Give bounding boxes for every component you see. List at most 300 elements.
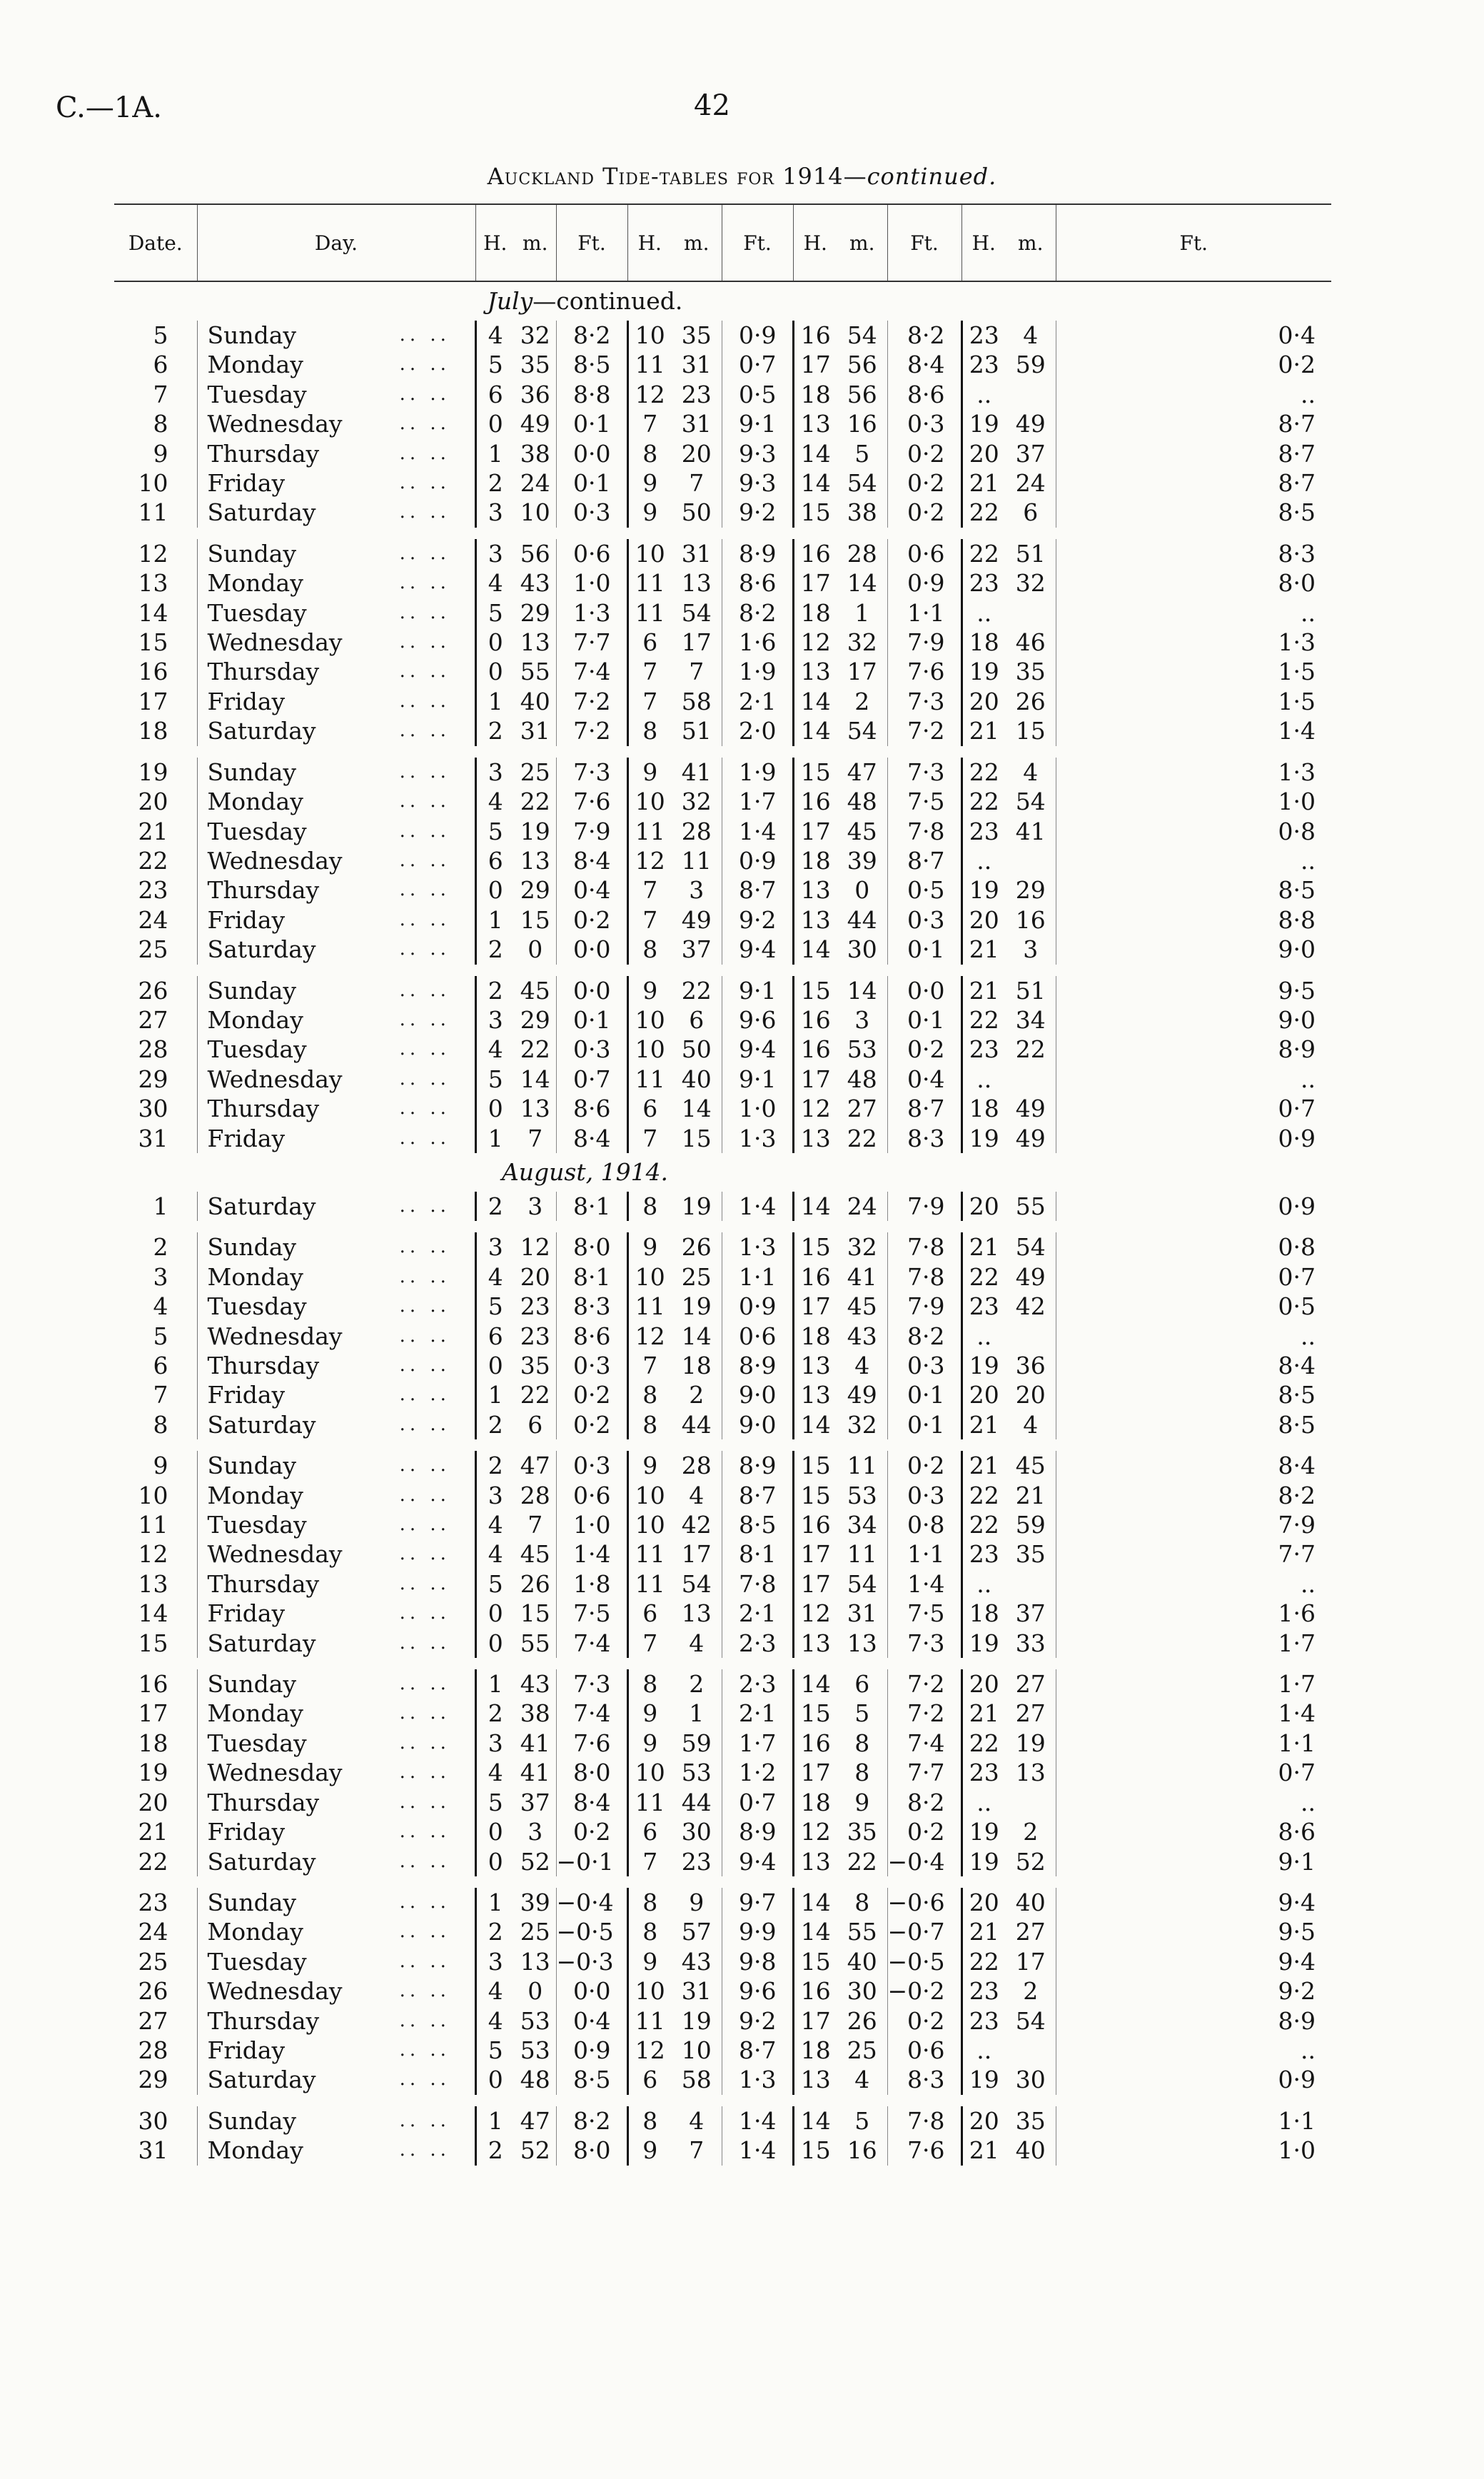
table-body: [114, 281, 1331, 2166]
day-cell: Wednesday: [197, 846, 375, 875]
minute-cell-3: 13: [847, 1629, 877, 1657]
day-cell: Monday: [197, 1917, 375, 1946]
section-suffix: —continued.: [532, 287, 683, 315]
minute-cell-4: 19: [1015, 1729, 1046, 1757]
hour-cell-4: 23: [961, 1976, 1006, 2006]
minute-cell-1: 43: [520, 569, 550, 598]
feet-cell-3: 8·3: [887, 2065, 961, 2094]
leader-dots: .. ..: [399, 1731, 450, 1754]
table-row: [114, 1510, 1331, 1539]
minute-cell-1: 0: [528, 1977, 543, 2006]
leader-dots: .. ..: [399, 1602, 450, 1624]
day-cell: Sunday: [197, 1232, 375, 1262]
table-row: [114, 1847, 1331, 1876]
hour-cell-3: 18: [793, 2036, 837, 2065]
week-gap: [114, 1658, 1331, 1669]
leader-dots: .. ..: [399, 660, 450, 683]
minute-cell-1: 55: [520, 1629, 550, 1657]
table-row: [114, 1758, 1331, 1787]
hour-cell-2: 10: [627, 321, 672, 350]
hour-cell-4: 21: [961, 935, 1006, 964]
feet-cell-2: 2·1: [722, 687, 793, 716]
leader-dots: .. ..: [399, 2139, 450, 2161]
feet-cell-2: 1·1: [722, 1262, 793, 1292]
feet-cell-1: 0·1: [556, 1005, 627, 1035]
header-m3: m.: [837, 204, 887, 281]
table-row: [114, 1451, 1331, 1480]
hour-cell-2: 9: [627, 1947, 672, 1976]
day-cell: Monday: [197, 1481, 375, 1510]
hour-cell-4: 19: [961, 1124, 1006, 1153]
feet-cell-2: 9·1: [722, 976, 793, 1005]
hour-cell-3: 15: [793, 498, 837, 527]
hour-cell-1: 0: [475, 628, 515, 657]
minute-cell-3: 56: [847, 380, 877, 408]
hour-cell-3: 14: [793, 935, 837, 964]
hour-cell-3: 13: [793, 409, 837, 438]
hour-cell-3: 13: [793, 1847, 837, 1876]
date-cell: 26: [138, 976, 168, 1005]
header-h3: H.: [793, 204, 837, 281]
feet-cell-2: 1·3: [722, 2065, 793, 2094]
hour-cell-2: 12: [627, 1322, 672, 1351]
date-cell: 25: [138, 1947, 168, 1976]
leader-dots: .. ..: [399, 324, 450, 346]
leader-dots: .. ..: [399, 1673, 450, 1695]
section-heading: [114, 1153, 1331, 1192]
hour-cell-3: 13: [793, 1380, 837, 1409]
table-row: [114, 1888, 1331, 1917]
header-ft2: Ft.: [722, 204, 793, 281]
feet-cell-1: 0·3: [556, 1035, 627, 1064]
hour-cell-1: 0: [475, 1629, 515, 1658]
date-cell: 16: [138, 1670, 168, 1699]
minute-cell-3: 44: [847, 905, 877, 934]
hour-cell-4: 21: [961, 716, 1006, 745]
day-cell: Thursday: [197, 875, 375, 905]
minute-cell-2: 35: [681, 321, 712, 349]
feet-cell-1: 8·4: [556, 846, 627, 875]
minute-cell-2: 44: [681, 1788, 712, 1816]
feet-cell-4: 0·9: [1056, 1124, 1331, 1153]
minute-cell-2: 51: [681, 717, 712, 745]
leader-dots: .. ..: [399, 1761, 450, 1784]
feet-cell-4: 0·7: [1056, 1262, 1331, 1292]
week-gap: [114, 1876, 1331, 1888]
hour-cell-4: 19: [961, 1847, 1006, 1876]
feet-cell-2: 8·9: [722, 1451, 793, 1480]
hour-cell-1: 0: [475, 409, 515, 438]
minute-cell-4: 4: [1023, 758, 1039, 786]
feet-cell-1: 8·0: [556, 1232, 627, 1262]
minute-cell-4: 16: [1015, 905, 1046, 934]
feet-cell-2: 0·5: [722, 380, 793, 409]
feet-cell-4: 8·6: [1056, 1817, 1331, 1846]
feet-cell-4: 1·6: [1056, 1599, 1331, 1628]
minute-cell-3: 5: [854, 439, 870, 468]
feet-cell-2: 8·1: [722, 1539, 793, 1569]
hour-cell-3: 18: [793, 598, 837, 628]
date-cell: 13: [138, 1569, 168, 1598]
hour-cell-4: 21: [961, 2136, 1006, 2165]
minute-cell-3: 39: [847, 846, 877, 875]
table-row: [114, 539, 1331, 568]
hour-cell-1: 0: [475, 1599, 515, 1628]
day-cell: Thursday: [197, 1569, 375, 1599]
hour-cell-4: 22: [961, 1729, 1006, 1758]
feet-cell-2: 8·7: [722, 2036, 793, 2065]
leader-dots: .. ..: [399, 1454, 450, 1477]
feet-cell-1: 8·3: [556, 1292, 627, 1321]
feet-cell-1: −0·1: [556, 1847, 627, 1876]
feet-cell-1: 0·0: [556, 976, 627, 1005]
hour-cell-3: 13: [793, 657, 837, 686]
table-row: [114, 787, 1331, 816]
minute-cell-3: 49: [847, 1381, 877, 1409]
page-title: [0, 163, 1484, 190]
hour-cell-2: 11: [627, 568, 672, 598]
feet-cell-4: 9·4: [1056, 1947, 1331, 1976]
date-cell: 11: [138, 498, 168, 527]
day-cell: Tuesday: [197, 1947, 375, 1976]
feet-cell-3: 8·7: [887, 1094, 961, 1123]
hour-cell-2: 12: [627, 846, 672, 875]
feet-cell-4: 1·1: [1056, 1729, 1331, 1758]
minute-cell-3: 34: [847, 1511, 877, 1539]
section-month: August, 1914.: [501, 1157, 669, 1186]
minute-cell-1: 22: [520, 1035, 550, 1064]
minute-cell-1: 14: [520, 1065, 550, 1093]
hour-cell-3: 17: [793, 817, 837, 846]
hour-cell-2: 6: [627, 1599, 672, 1628]
table-row: [114, 1817, 1331, 1846]
leader-dots: .. ..: [399, 1821, 450, 1843]
minute-cell-1: 45: [520, 976, 550, 1005]
feet-cell-4: 1·1: [1056, 2106, 1331, 2136]
minute-cell-1: 19: [520, 817, 550, 845]
feet-cell-1: 8·0: [556, 2136, 627, 2165]
date-cell: 28: [138, 2036, 168, 2064]
day-cell: Sunday: [197, 1888, 375, 1917]
table-row: [114, 2136, 1331, 2165]
minute-cell-4: [1006, 1322, 1056, 1351]
hour-cell-4: ..: [961, 1569, 1006, 1599]
minute-cell-2: 18: [681, 1352, 712, 1379]
date-cell: 17: [138, 1699, 168, 1728]
feet-cell-4: 8·3: [1056, 539, 1331, 568]
minute-cell-3: 56: [847, 351, 877, 379]
table-row: [114, 687, 1331, 716]
hour-cell-4: 20: [961, 2106, 1006, 2136]
day-cell: Monday: [197, 568, 375, 598]
feet-cell-2: 8·5: [722, 1510, 793, 1539]
minute-cell-4: 46: [1015, 628, 1046, 657]
table-row: [114, 875, 1331, 905]
feet-cell-1: 7·3: [556, 758, 627, 787]
day-cell: Friday: [197, 1124, 375, 1153]
hour-cell-1: 4: [475, 568, 515, 598]
leader-dots: .. ..: [399, 849, 450, 871]
table-row: [114, 1599, 1331, 1628]
minute-cell-1: 35: [520, 351, 550, 379]
hour-cell-1: 5: [475, 1569, 515, 1599]
hour-cell-3: 14: [793, 1888, 837, 1917]
week-gap-cell: [114, 2095, 1056, 2106]
date-cell: 23: [138, 1888, 168, 1916]
minute-cell-1: 10: [520, 498, 550, 527]
minute-cell-4: 2: [1023, 1977, 1039, 2006]
minute-cell-2: 2: [689, 1670, 705, 1699]
feet-cell-2: 9·1: [722, 1065, 793, 1094]
minute-cell-2: 41: [681, 758, 712, 786]
minute-cell-3: 26: [847, 2006, 877, 2035]
week-gap-cell: [114, 965, 1056, 976]
hour-cell-1: 3: [475, 1481, 515, 1510]
date-cell: 19: [138, 758, 168, 786]
hour-cell-4: 20: [961, 1888, 1006, 1917]
feet-cell-3: 0·2: [887, 1035, 961, 1064]
hour-cell-2: 9: [627, 468, 672, 498]
table-row: [114, 2106, 1331, 2136]
table-row: [114, 1976, 1331, 2006]
hour-cell-4: 19: [961, 1817, 1006, 1846]
feet-cell-4: 9·5: [1056, 1917, 1331, 1946]
feet-cell-4: 1·7: [1056, 1669, 1331, 1699]
minute-cell-3: 14: [847, 976, 877, 1005]
feet-cell-1: 0·1: [556, 409, 627, 438]
feet-cell-1: 8·1: [556, 1192, 627, 1221]
minute-cell-4: 34: [1015, 1005, 1046, 1034]
day-cell: Tuesday: [197, 1292, 375, 1321]
day-cell: Saturday: [197, 498, 375, 527]
feet-cell-4: 1·5: [1056, 687, 1331, 716]
hour-cell-3: 14: [793, 687, 837, 716]
date-cell: 7: [153, 1381, 168, 1409]
table-row: [114, 1192, 1331, 1221]
hour-cell-4: 20: [961, 1669, 1006, 1699]
minute-cell-2: 28: [681, 817, 712, 845]
feet-cell-3: −0·4: [887, 1847, 961, 1876]
feet-cell-2: 2·3: [722, 1669, 793, 1699]
feet-cell-2: 9·0: [722, 1380, 793, 1409]
minute-cell-2: 50: [681, 1035, 712, 1064]
day-cell: Thursday: [197, 2006, 375, 2036]
header-ft4: Ft.: [1056, 204, 1331, 281]
hour-cell-1: 0: [475, 657, 515, 686]
table-row: [114, 409, 1331, 438]
date-cell: 31: [138, 2136, 168, 2165]
feet-cell-3: 0·1: [887, 1005, 961, 1035]
hour-cell-1: 4: [475, 1035, 515, 1064]
day-cell: Friday: [197, 1380, 375, 1409]
day-cell: Wednesday: [197, 409, 375, 438]
feet-cell-4: 8·0: [1056, 568, 1331, 598]
hour-cell-2: 10: [627, 1510, 672, 1539]
minute-cell-2: 58: [681, 2066, 712, 2094]
feet-cell-4: 0·2: [1056, 350, 1331, 379]
leader-dots: .. ..: [399, 2109, 450, 2131]
minute-cell-2: 10: [681, 2036, 712, 2064]
feet-cell-3: 8·2: [887, 1788, 961, 1817]
feet-cell-3: 0·9: [887, 568, 961, 598]
minute-cell-3: 8: [854, 1759, 870, 1787]
minute-cell-2: 6: [689, 1005, 705, 1034]
feet-cell-3: 7·2: [887, 1669, 961, 1699]
hour-cell-3: 18: [793, 1788, 837, 1817]
minute-cell-3: 3: [854, 1005, 870, 1034]
minute-cell-1: 3: [528, 1818, 543, 1846]
hour-cell-1: 5: [475, 350, 515, 379]
minute-cell-1: 47: [520, 1452, 550, 1480]
feet-cell-3: 0·2: [887, 498, 961, 527]
minute-cell-2: 31: [681, 1977, 712, 2006]
hour-cell-1: 5: [475, 1065, 515, 1094]
hour-cell-2: 9: [627, 1232, 672, 1262]
hour-cell-2: 9: [627, 498, 672, 527]
hour-cell-4: 22: [961, 498, 1006, 527]
hour-cell-2: 11: [627, 350, 672, 379]
day-cell: Wednesday: [197, 1065, 375, 1094]
minute-cell-2: 58: [681, 687, 712, 715]
minute-cell-4: 2: [1023, 1818, 1039, 1846]
hour-cell-4: 23: [961, 2006, 1006, 2036]
minute-cell-3: 22: [847, 1847, 877, 1876]
feet-cell-1: 0·0: [556, 439, 627, 468]
feet-cell-3: 7·8: [887, 1262, 961, 1292]
hour-cell-4: 19: [961, 875, 1006, 905]
feet-cell-2: 9·2: [722, 498, 793, 527]
header-ft3: Ft.: [887, 204, 961, 281]
minute-cell-1: 15: [520, 1599, 550, 1628]
hour-cell-3: 14: [793, 439, 837, 468]
feet-cell-1: 0·4: [556, 2006, 627, 2036]
feet-cell-3: 7·6: [887, 657, 961, 686]
feet-cell-2: 1·9: [722, 657, 793, 686]
hour-cell-4: 18: [961, 628, 1006, 657]
table-row: [114, 657, 1331, 686]
hour-cell-2: 8: [627, 2106, 672, 2136]
feet-cell-3: 0·8: [887, 1510, 961, 1539]
day-cell: Wednesday: [197, 1758, 375, 1787]
leader-dots: .. ..: [399, 2009, 450, 2031]
table-row: [114, 1947, 1331, 1976]
leader-dots: .. ..: [399, 501, 450, 523]
minute-cell-4: 40: [1015, 1888, 1046, 1916]
minute-cell-1: 41: [520, 1729, 550, 1757]
feet-cell-3: 0·2: [887, 439, 961, 468]
leader-dots: .. ..: [399, 383, 450, 405]
minute-cell-1: 13: [520, 628, 550, 657]
feet-cell-4: 8·4: [1056, 1451, 1331, 1480]
feet-cell-1: −0·4: [556, 1888, 627, 1917]
feet-cell-2: 1·7: [722, 1729, 793, 1758]
feet-cell-3: 7·5: [887, 1599, 961, 1628]
feet-cell-1: 0·6: [556, 1481, 627, 1510]
minute-cell-4: 13: [1015, 1759, 1046, 1787]
hour-cell-4: 19: [961, 409, 1006, 438]
hour-cell-3: 14: [793, 716, 837, 745]
day-cell: Saturday: [197, 716, 375, 745]
feet-cell-2: 8·9: [722, 1817, 793, 1846]
header-h2: H.: [627, 204, 672, 281]
feet-cell-3: 0·0: [887, 976, 961, 1005]
feet-cell-1: 8·6: [556, 1094, 627, 1123]
table-row: [114, 2036, 1331, 2065]
feet-cell-1: 0·3: [556, 1451, 627, 1480]
hour-cell-2: 7: [627, 1124, 672, 1153]
minute-cell-4: [1006, 380, 1056, 409]
hour-cell-4: 22: [961, 1481, 1006, 1510]
table-row: [114, 1065, 1331, 1094]
minute-cell-4: 37: [1015, 439, 1046, 468]
day-cell: Saturday: [197, 1847, 375, 1876]
hour-cell-2: 11: [627, 817, 672, 846]
minute-cell-4: 29: [1015, 876, 1046, 905]
feet-cell-3: 7·8: [887, 2106, 961, 2136]
feet-cell-3: −0·5: [887, 1947, 961, 1976]
date-cell: 31: [138, 1124, 168, 1152]
minute-cell-4: 40: [1015, 2136, 1046, 2165]
leader-dots: .. ..: [399, 1097, 450, 1120]
minute-cell-3: 35: [847, 1818, 877, 1846]
leader-dots: .. ..: [399, 1008, 450, 1030]
date-cell: 24: [138, 1918, 168, 1946]
week-gap: [114, 746, 1331, 758]
feet-cell-3: 7·3: [887, 687, 961, 716]
hour-cell-3: 16: [793, 321, 837, 350]
hour-cell-2: 11: [627, 1788, 672, 1817]
feet-cell-1: 7·2: [556, 716, 627, 745]
feet-cell-4: 7·9: [1056, 1510, 1331, 1539]
minute-cell-3: 17: [847, 658, 877, 686]
minute-cell-4: 35: [1015, 658, 1046, 686]
hour-cell-2: 11: [627, 1065, 672, 1094]
header-h1: H.: [475, 204, 515, 281]
hour-cell-2: 9: [627, 1699, 672, 1728]
day-cell: Thursday: [197, 657, 375, 686]
hour-cell-3: 15: [793, 2136, 837, 2165]
section-heading: [114, 281, 1331, 321]
table-row: [114, 1322, 1331, 1351]
day-cell: Sunday: [197, 2106, 375, 2136]
hour-cell-2: 7: [627, 905, 672, 935]
hour-cell-1: 5: [475, 2036, 515, 2065]
hour-cell-4: ..: [961, 1065, 1006, 1094]
hour-cell-4: 21: [961, 468, 1006, 498]
feet-cell-2: 2·3: [722, 1629, 793, 1658]
minute-cell-2: 13: [681, 1599, 712, 1628]
hour-cell-1: 3: [475, 1232, 515, 1262]
leader-dots: .. ..: [399, 472, 450, 494]
hour-cell-3: 12: [793, 1599, 837, 1628]
minute-cell-3: 8: [854, 1888, 870, 1916]
feet-cell-2: 9·4: [722, 935, 793, 964]
minute-cell-3: 32: [847, 1233, 877, 1262]
feet-cell-3: 7·7: [887, 1758, 961, 1787]
feet-cell-2: 8·9: [722, 1351, 793, 1380]
day-cell: Sunday: [197, 976, 375, 1005]
minute-cell-2: 13: [681, 569, 712, 598]
hour-cell-4: 18: [961, 1599, 1006, 1628]
leader-dots: .. ..: [399, 1980, 450, 2002]
minute-cell-3: 32: [847, 628, 877, 657]
hour-cell-1: 1: [475, 687, 515, 716]
date-cell: 27: [138, 1005, 168, 1034]
feet-cell-3: 0·6: [887, 539, 961, 568]
feet-cell-1: 8·4: [556, 1124, 627, 1153]
feet-cell-4: 0·7: [1056, 1758, 1331, 1787]
hour-cell-3: 13: [793, 875, 837, 905]
